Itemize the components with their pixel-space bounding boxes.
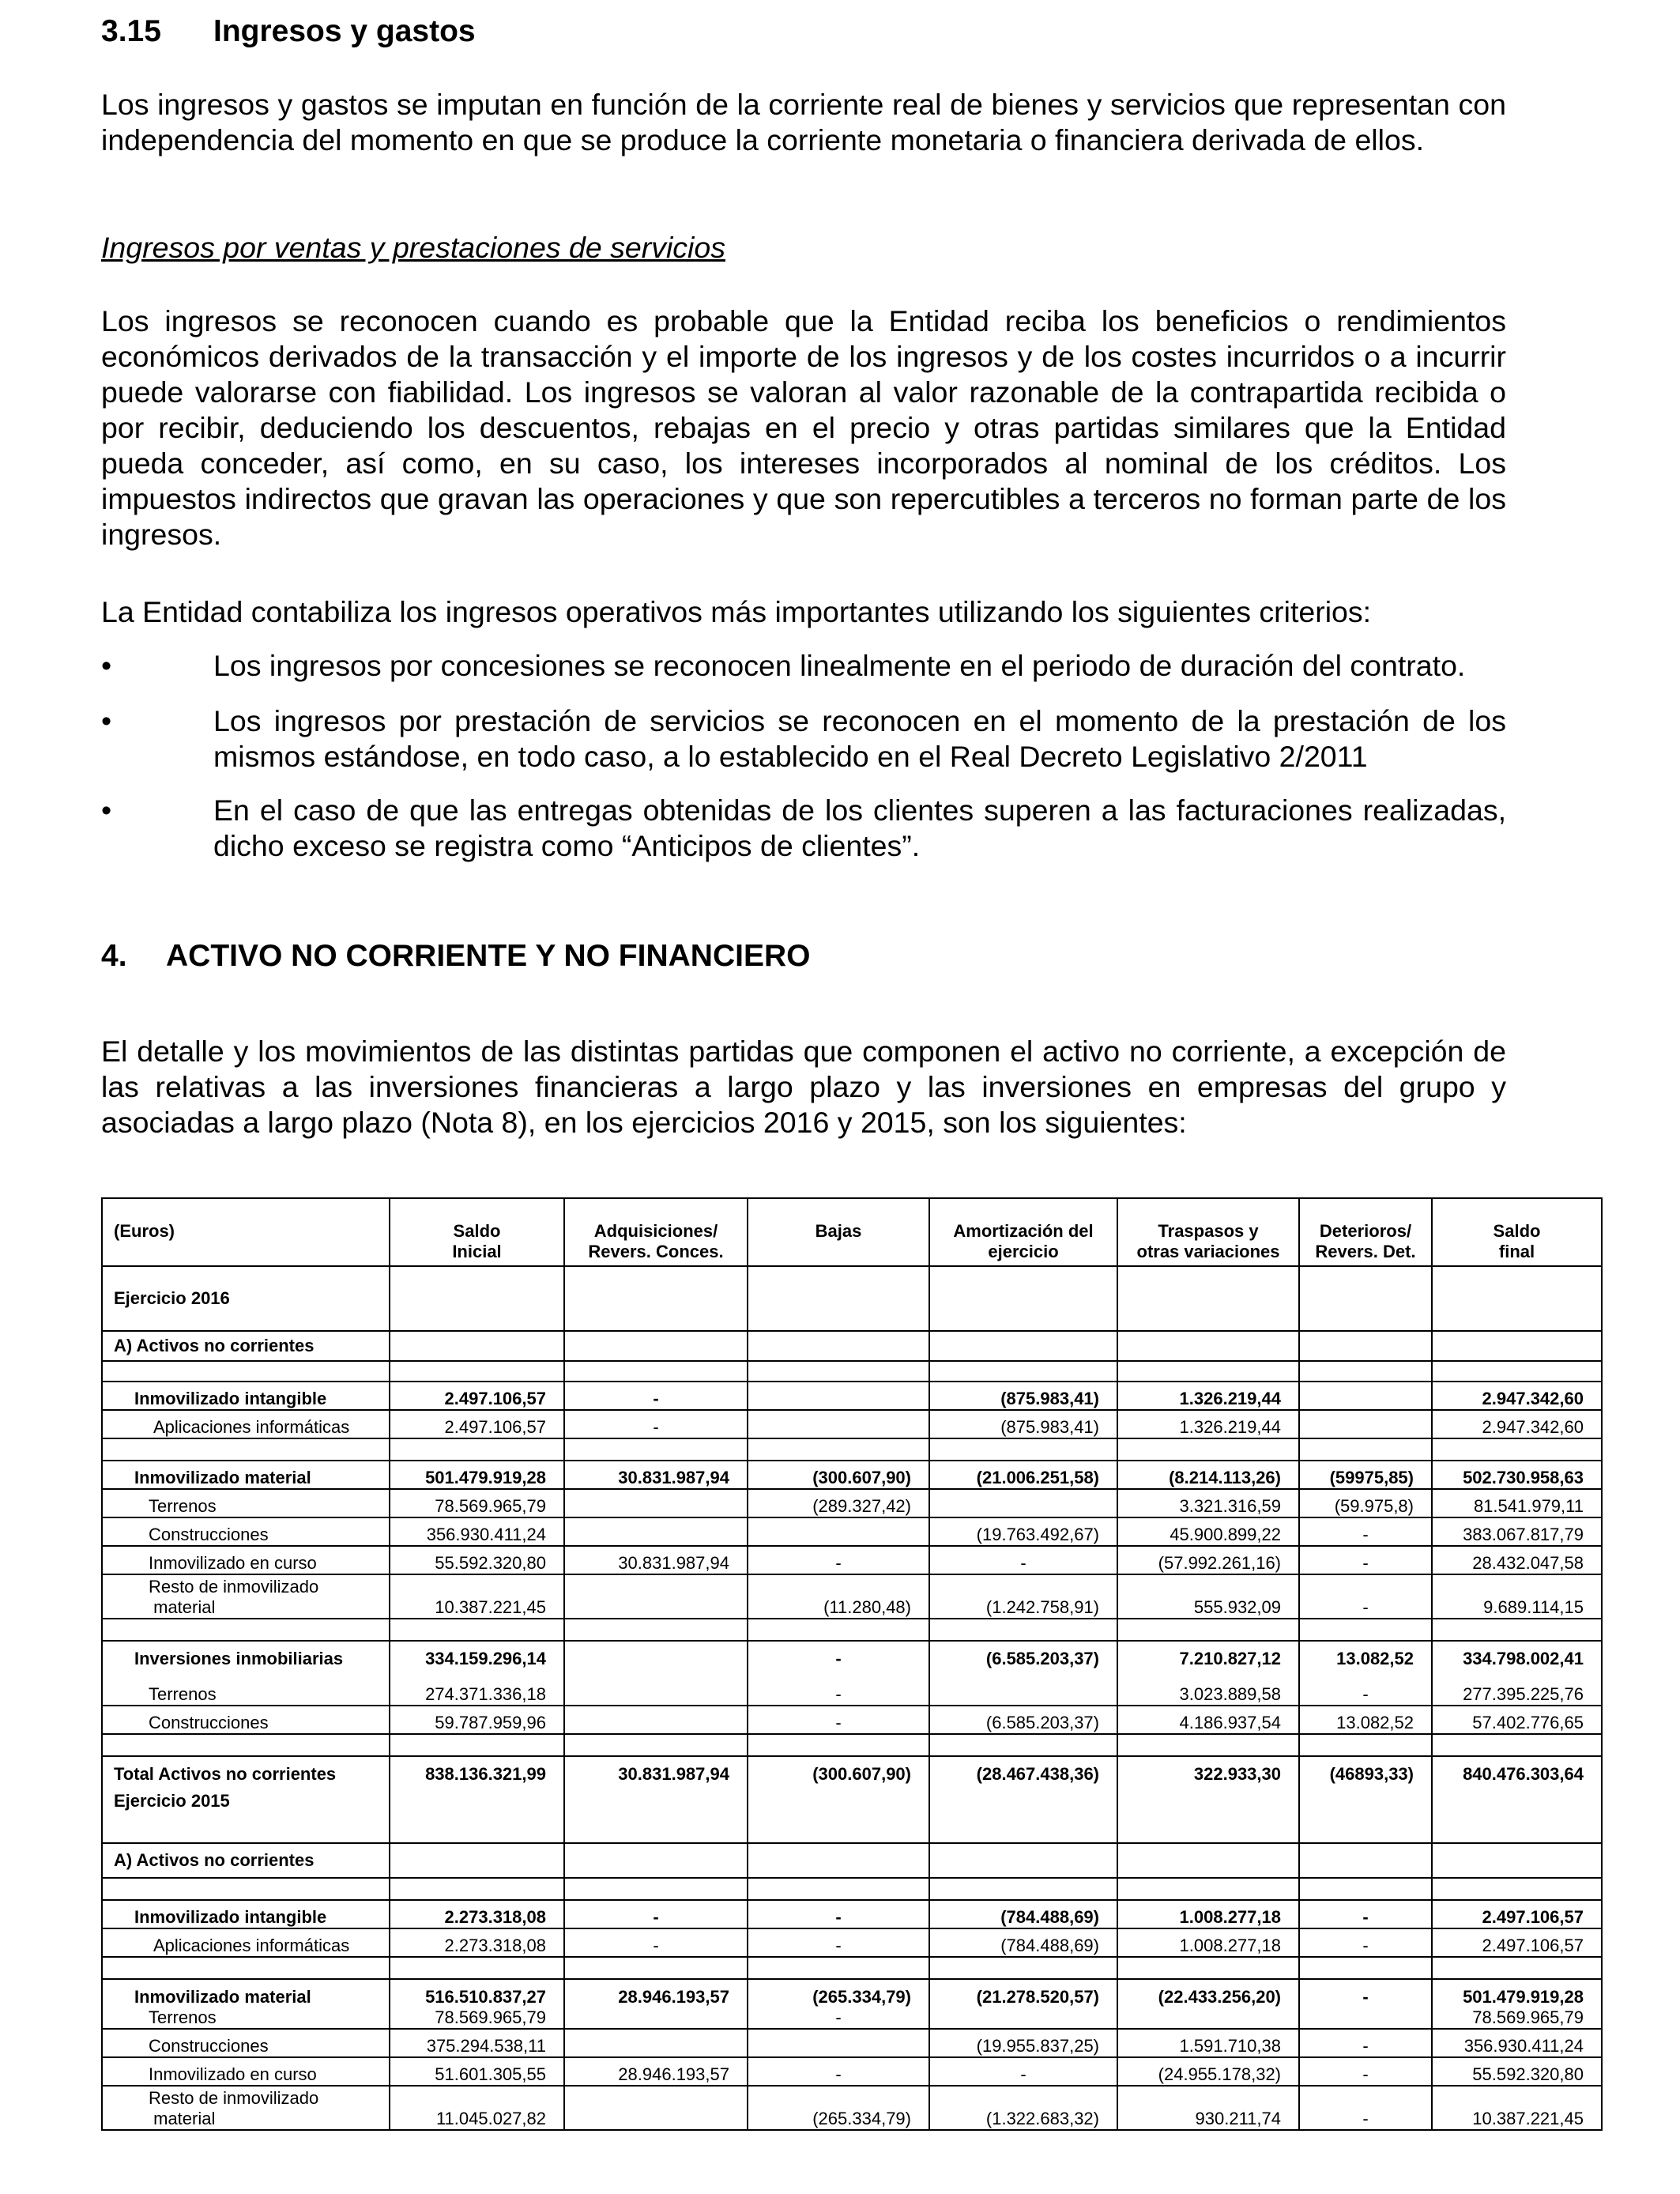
table-cell	[390, 1957, 564, 1979]
bullet-text: En el caso de que las entregas obtenidas de los clientes superen a las facturaciones realizadas, dicho exceso se registra como “Anticipos de clientes”.	[213, 794, 1506, 862]
table-cell: 277.395.225,76	[1432, 1669, 1602, 1706]
total-row	[102, 1756, 1602, 1785]
table-cell: 13.082,52	[1299, 1706, 1432, 1734]
table-cell: Construcciones	[102, 2029, 390, 2057]
table-cell	[929, 2007, 1117, 2029]
bullet-text: Los ingresos por concesiones se reconocen linealmente en el periodo de duración del contrato.	[213, 649, 1466, 682]
table-cell	[1299, 1878, 1432, 1900]
table-cell: 51.601.305,55	[390, 2057, 564, 2086]
table-cell: Aplicaciones informáticas	[102, 1410, 390, 1438]
table-cell	[1432, 1619, 1602, 1641]
table-cell	[1432, 1843, 1602, 1878]
table-cell: (875.983,41)	[929, 1410, 1117, 1438]
table-cell: (784.488,69)	[929, 1900, 1117, 1928]
table-cell: -	[748, 2057, 929, 2086]
table-cell: 1.326.219,44	[1117, 1410, 1299, 1438]
table-cell: 555.932,09	[1117, 1574, 1299, 1619]
table-cell: Inmovilizado intangible	[102, 1900, 390, 1928]
table-cell: 383.067.817,79	[1432, 1517, 1602, 1546]
table-cell: 3.321.316,59	[1117, 1489, 1299, 1517]
table-cell: (24.955.178,32)	[1117, 2057, 1299, 2086]
table-cell: (21.278.520,57)	[929, 1979, 1117, 2007]
table-cell	[748, 1331, 929, 1361]
table-cell	[1117, 1266, 1299, 1331]
table-cell: -	[564, 1382, 748, 1410]
table-cell: 2.497.106,57	[1432, 1900, 1602, 1928]
table-cell: Inversiones inmobiliarias	[102, 1641, 390, 1669]
spacer-row	[102, 1361, 1602, 1382]
table-cell: 7.210.827,12	[1117, 1641, 1299, 1669]
table-cell	[929, 1957, 1117, 1979]
table-cell: A) Activos no corrientes	[102, 1331, 390, 1361]
table-cell: (289.327,42)	[748, 1489, 929, 1517]
spacer-row	[102, 1957, 1602, 1979]
table-cell: Inmovilizado intangible	[102, 1382, 390, 1410]
table-cell: -	[564, 1928, 748, 1957]
table-cell: (19.955.837,25)	[929, 2029, 1117, 2057]
table-cell: 30.831.987,94	[564, 1461, 748, 1489]
table-cell	[748, 1734, 929, 1756]
table-cell: Ejercicio 2016	[102, 1266, 390, 1331]
table-cell	[1117, 1957, 1299, 1979]
table-cell: Terrenos	[102, 1669, 390, 1706]
table-cell: 28.432.047,58	[1432, 1546, 1602, 1574]
table-cell: 57.402.776,65	[1432, 1706, 1602, 1734]
table-cell: 55.592.320,80	[1432, 2057, 1602, 2086]
bullet-item	[101, 648, 1506, 684]
bullet-symbol: •	[101, 794, 112, 827]
table-cell	[929, 1619, 1117, 1641]
table-cell	[390, 1266, 564, 1331]
table-cell: 78.569.965,79	[390, 2007, 564, 2029]
header-saldo-inicial: Saldo Inicial	[390, 1198, 564, 1266]
table-cell: (19.763.492,67)	[929, 1517, 1117, 1546]
table-cell: 10.387.221,45	[1432, 2086, 1602, 2130]
table-cell	[1117, 1878, 1299, 1900]
table-row	[102, 1489, 1602, 1517]
table-row	[102, 2086, 1602, 2130]
bullet-item	[101, 793, 1506, 864]
table-cell: 838.136.321,99	[390, 1756, 564, 1785]
table-cell	[102, 1734, 390, 1756]
table-cell: 1.326.219,44	[1117, 1382, 1299, 1410]
paragraph-detalle: El detalle y los movimientos de las distintas partidas que componen el activo no corriente, a excepción de las relativas a las inversiones financieras a largo plazo y las inversiones en empresas del grupo y asociadas a largo plazo (Nota 8), en los ejercicios 2016 y 2015, son los siguientes:	[101, 1035, 1506, 1139]
table-cell: 1.008.277,18	[1117, 1900, 1299, 1928]
table-cell	[748, 1957, 929, 1979]
table-cell: (8.214.113,26)	[1117, 1461, 1299, 1489]
table-cell: 1.008.277,18	[1117, 1928, 1299, 1957]
table-cell: (57.992.261,16)	[1117, 1546, 1299, 1574]
table-cell	[1299, 2007, 1432, 2029]
table-cell	[1117, 2007, 1299, 2029]
table-cell	[1117, 1438, 1299, 1461]
table-cell: 13.082,52	[1299, 1641, 1432, 1669]
activo-no-corriente-table	[101, 1197, 1603, 2131]
table-cell: 274.371.336,18	[390, 1669, 564, 1706]
table-cell	[929, 1361, 1117, 1382]
spacer-row	[102, 1619, 1602, 1641]
table-cell: Inmovilizado en curso	[102, 2057, 390, 2086]
spacer-row	[102, 1438, 1602, 1461]
table-cell: 45.900.899,22	[1117, 1517, 1299, 1546]
table-cell	[564, 1957, 748, 1979]
table-cell: -	[748, 1546, 929, 1574]
header-deterioros: Deterioros/ Revers. Det.	[1299, 1198, 1432, 1266]
table-row	[102, 1331, 1602, 1361]
table-row	[102, 1266, 1602, 1331]
table-cell	[390, 1843, 564, 1878]
table-row	[102, 1546, 1602, 1574]
header-bajas: Bajas	[748, 1198, 929, 1266]
table-cell	[748, 1266, 929, 1331]
table-cell: Total Activos no corrientes	[102, 1756, 390, 1785]
table-cell	[1432, 1331, 1602, 1361]
table-cell: 30.831.987,94	[564, 1546, 748, 1574]
table-cell	[1299, 1785, 1432, 1843]
table-cell: 4.186.937,54	[1117, 1706, 1299, 1734]
table-cell: 334.159.296,14	[390, 1641, 564, 1669]
table-cell: 81.541.979,11	[1432, 1489, 1602, 1517]
table-cell	[1299, 1382, 1432, 1410]
table-cell	[1432, 1438, 1602, 1461]
table-cell	[102, 1619, 390, 1641]
table-cell	[102, 1361, 390, 1382]
table-row	[102, 1517, 1602, 1546]
table-cell: (300.607,90)	[748, 1461, 929, 1489]
table-cell: (1.322.683,32)	[929, 2086, 1117, 2130]
section-title: Ingresos y gastos	[213, 14, 476, 48]
table-row	[102, 1785, 1602, 1843]
table-cell	[748, 1619, 929, 1641]
table-cell	[1117, 1361, 1299, 1382]
table-cell: -	[748, 1669, 929, 1706]
table-cell: 2.273.318,08	[390, 1928, 564, 1957]
table-cell: (300.607,90)	[748, 1756, 929, 1785]
table-cell: -	[1299, 1574, 1432, 1619]
table-row	[102, 1669, 1602, 1706]
table-cell	[102, 1438, 390, 1461]
table-cell	[564, 1706, 748, 1734]
table-cell: 930.211,74	[1117, 2086, 1299, 2130]
table-cell: (6.585.203,37)	[929, 1706, 1117, 1734]
table-cell	[564, 1331, 748, 1361]
paragraph-reconocimiento: Los ingresos se reconocen cuando es probable que la Entidad reciba los beneficios o rendimientos económicos derivados de la transacción y el importe de los ingresos y de los costes incurridos o a incurrir puede valorarse con fiabilidad. Los ingresos se valoran al valor razonable de la contrapartida recibida o por recibir, deduciendo los descuentos, rebajas en el precio y otras partidas similares que la Entidad pueda conceder, así como, en su caso, los intereses incorporados al nominal de los créditos. Los impuestos indirectos que gravan las operaciones y que son repercutibles a terceros no forman parte de los ingresos.	[101, 304, 1506, 551]
table-cell	[564, 1266, 748, 1331]
header-adquisiciones: Adquisiciones/ Revers. Conces.	[564, 1198, 748, 1266]
header-label: (Euros)	[102, 1198, 390, 1266]
table-cell	[1117, 1331, 1299, 1361]
table-cell: 334.798.002,41	[1432, 1641, 1602, 1669]
table-cell: -	[1299, 2086, 1432, 2130]
table-cell	[564, 1641, 748, 1669]
section-title: ACTIVO NO CORRIENTE Y NO FINANCIERO	[166, 939, 811, 973]
table-cell: Inmovilizado material	[102, 1979, 390, 2007]
table-cell: -	[1299, 2029, 1432, 2057]
bullet-text: Los ingresos por prestación de servicios se reconocen en el momento de la prestación de los mismos estándose, en todo caso, a lo establecido en el Real Decreto Legislativo 2/2011	[213, 704, 1506, 773]
table-cell	[748, 1438, 929, 1461]
table-row	[102, 1900, 1602, 1928]
table-cell	[564, 1843, 748, 1878]
table-cell	[1432, 1957, 1602, 1979]
table-cell	[390, 1438, 564, 1461]
table-cell	[929, 1843, 1117, 1878]
table-cell: 3.023.889,58	[1117, 1669, 1299, 1706]
table-cell: -	[564, 1900, 748, 1928]
table-cell	[1299, 1266, 1432, 1331]
section-number: 4.	[101, 939, 127, 973]
table-cell: 2.497.106,57	[1432, 1928, 1602, 1957]
table-cell: 28.946.193,57	[564, 2057, 748, 2086]
table-cell: -	[1299, 1669, 1432, 1706]
table-row	[102, 1382, 1602, 1410]
table-cell: (1.242.758,91)	[929, 1574, 1117, 1619]
table-row	[102, 1641, 1602, 1669]
table-cell	[1299, 1957, 1432, 1979]
table-row	[102, 1574, 1602, 1619]
table-cell	[1117, 1785, 1299, 1843]
table-cell: 2.947.342,60	[1432, 1382, 1602, 1410]
table-cell: -	[1299, 1517, 1432, 1546]
table-cell	[564, 1785, 748, 1843]
table-row	[102, 1928, 1602, 1957]
table-cell	[1299, 1734, 1432, 1756]
table-row	[102, 2029, 1602, 2057]
table-cell: -	[564, 1410, 748, 1438]
header-saldo-final: Saldo final	[1432, 1198, 1602, 1266]
table-cell	[1432, 1361, 1602, 1382]
table-cell	[564, 1878, 748, 1900]
section-4-heading	[101, 939, 810, 974]
table-cell: 10.387.221,45	[390, 1574, 564, 1619]
table-row	[102, 2057, 1602, 2086]
table-cell: 30.831.987,94	[564, 1756, 748, 1785]
table-cell	[929, 1785, 1117, 1843]
table-cell: 55.592.320,80	[390, 1546, 564, 1574]
table-cell	[748, 1361, 929, 1382]
table-cell	[748, 1785, 929, 1843]
table-row	[102, 1979, 1602, 2007]
table-cell	[564, 2029, 748, 2057]
table-cell	[564, 1574, 748, 1619]
table-cell	[1299, 1843, 1432, 1878]
table-cell: (59975,85)	[1299, 1461, 1432, 1489]
table-cell: Ejercicio 2015	[102, 1785, 390, 1843]
table-cell: Inmovilizado material	[102, 1461, 390, 1489]
table-cell: 2.497.106,57	[390, 1410, 564, 1438]
table-cell: -	[748, 2007, 929, 2029]
table-cell: -	[929, 2057, 1117, 2086]
table-cell: -	[1299, 1979, 1432, 2007]
table-cell	[1299, 1438, 1432, 1461]
table-cell	[1299, 1410, 1432, 1438]
table-cell: 2.497.106,57	[390, 1382, 564, 1410]
table-cell: Resto de inmovilizado material	[102, 2086, 390, 2130]
bullet-symbol: •	[101, 649, 112, 682]
table-cell	[1117, 1734, 1299, 1756]
table-cell: 2.947.342,60	[1432, 1410, 1602, 1438]
table-cell	[1117, 1619, 1299, 1641]
table-cell: -	[1299, 2057, 1432, 2086]
table-row	[102, 2007, 1602, 2029]
table-cell	[929, 1878, 1117, 1900]
table-cell	[564, 1669, 748, 1706]
table-cell: -	[748, 1900, 929, 1928]
table-cell	[1432, 1734, 1602, 1756]
spacer-row	[102, 1878, 1602, 1900]
table-cell	[564, 1517, 748, 1546]
table-cell	[564, 1438, 748, 1461]
section-number: 3.15	[101, 14, 161, 48]
table-cell	[564, 1619, 748, 1641]
table-cell: Resto de inmovilizado material	[102, 1574, 390, 1619]
table-header-row	[102, 1198, 1602, 1266]
table-cell	[748, 1517, 929, 1546]
table-cell	[390, 1331, 564, 1361]
table-cell: 356.930.411,24	[390, 1517, 564, 1546]
table-cell	[1432, 1266, 1602, 1331]
table-cell: 356.930.411,24	[1432, 2029, 1602, 2057]
table-cell	[748, 1410, 929, 1438]
table-row	[102, 1843, 1602, 1878]
table-cell	[929, 1331, 1117, 1361]
header-traspasos: Traspasos y otras variaciones	[1117, 1198, 1299, 1266]
table-cell	[1299, 1619, 1432, 1641]
table-cell	[564, 1734, 748, 1756]
table-cell	[748, 2029, 929, 2057]
table-cell: 2.273.318,08	[390, 1900, 564, 1928]
table-cell: (11.280,48)	[748, 1574, 929, 1619]
table-cell: A) Activos no corrientes	[102, 1843, 390, 1878]
table-cell: -	[1299, 1900, 1432, 1928]
table-cell	[390, 1785, 564, 1843]
section-3-15-heading	[101, 14, 476, 49]
table-cell	[748, 1843, 929, 1878]
table-cell: -	[929, 1546, 1117, 1574]
table-cell: (21.006.251,58)	[929, 1461, 1117, 1489]
table-cell: 78.569.965,79	[390, 1489, 564, 1517]
table-cell	[390, 1734, 564, 1756]
table-cell: -	[1299, 1546, 1432, 1574]
header-amortizacion: Amortización del ejercicio	[929, 1198, 1117, 1266]
table-cell	[564, 2007, 748, 2029]
table-cell	[390, 1878, 564, 1900]
paragraph-criterios: La Entidad contabiliza los ingresos operativos más importantes utilizando los siguientes criterios:	[101, 595, 1372, 628]
table-cell	[1432, 1878, 1602, 1900]
table-cell	[1299, 1331, 1432, 1361]
subheading-ventas: Ingresos por ventas y prestaciones de servicios	[101, 231, 725, 264]
table-cell	[748, 1382, 929, 1410]
table-cell: 375.294.538,11	[390, 2029, 564, 2057]
table-cell: 840.476.303,64	[1432, 1756, 1602, 1785]
table-cell	[929, 1266, 1117, 1331]
table-cell	[1432, 1785, 1602, 1843]
table-cell: (28.467.438,36)	[929, 1756, 1117, 1785]
table-cell: -	[748, 1706, 929, 1734]
table-cell	[748, 1878, 929, 1900]
table-row	[102, 1706, 1602, 1734]
table-cell: Inmovilizado en curso	[102, 1546, 390, 1574]
table-cell: Construcciones	[102, 1517, 390, 1546]
table-cell: (875.983,41)	[929, 1382, 1117, 1410]
table-cell: 59.787.959,96	[390, 1706, 564, 1734]
table-cell	[929, 1489, 1117, 1517]
table-cell	[929, 1734, 1117, 1756]
table-cell: -	[748, 1641, 929, 1669]
table-cell: Aplicaciones informáticas	[102, 1928, 390, 1957]
table-cell: Terrenos	[102, 2007, 390, 2029]
table-cell: 501.479.919,28	[390, 1461, 564, 1489]
table-cell: (6.585.203,37)	[929, 1641, 1117, 1669]
table-cell: Construcciones	[102, 1706, 390, 1734]
table-cell: (265.334,79)	[748, 2086, 929, 2130]
table-cell	[929, 1438, 1117, 1461]
paragraph-ingresos-gastos: Los ingresos y gastos se imputan en función de la corriente real de bienes y servicios que representan con independencia del momento en que se produce la corriente monetaria o financiera derivada de ellos.	[101, 88, 1506, 156]
table-cell	[102, 1957, 390, 1979]
table-cell: 516.510.837,27	[390, 1979, 564, 2007]
table-cell: 322.933,30	[1117, 1756, 1299, 1785]
table-cell	[1299, 1361, 1432, 1382]
table-cell	[102, 1878, 390, 1900]
table-cell: 11.045.027,82	[390, 2086, 564, 2130]
table-cell: 28.946.193,57	[564, 1979, 748, 2007]
spacer-row	[102, 1734, 1602, 1756]
table-cell: 1.591.710,38	[1117, 2029, 1299, 2057]
table-cell: Terrenos	[102, 1489, 390, 1517]
table-cell	[564, 2086, 748, 2130]
table-cell: (46893,33)	[1299, 1756, 1432, 1785]
table-cell	[1117, 1843, 1299, 1878]
table-row	[102, 1461, 1602, 1489]
table-cell: (265.334,79)	[748, 1979, 929, 2007]
table-cell: 501.479.919,28	[1432, 1979, 1602, 2007]
table-cell: 78.569.965,79	[1432, 2007, 1602, 2029]
table-cell: 9.689.114,15	[1432, 1574, 1602, 1619]
table-cell: 502.730.958,63	[1432, 1461, 1602, 1489]
table-cell: -	[1299, 1928, 1432, 1957]
table-cell	[929, 1669, 1117, 1706]
table-row	[102, 1410, 1602, 1438]
table-cell: -	[748, 1928, 929, 1957]
table-cell	[390, 1619, 564, 1641]
bullet-symbol: •	[101, 704, 112, 737]
table-cell: (22.433.256,20)	[1117, 1979, 1299, 2007]
table-cell	[564, 1489, 748, 1517]
table-cell	[564, 1361, 748, 1382]
table-cell: (59.975,8)	[1299, 1489, 1432, 1517]
bullet-item	[101, 703, 1506, 775]
table-cell: (784.488,69)	[929, 1928, 1117, 1957]
table-cell	[390, 1361, 564, 1382]
